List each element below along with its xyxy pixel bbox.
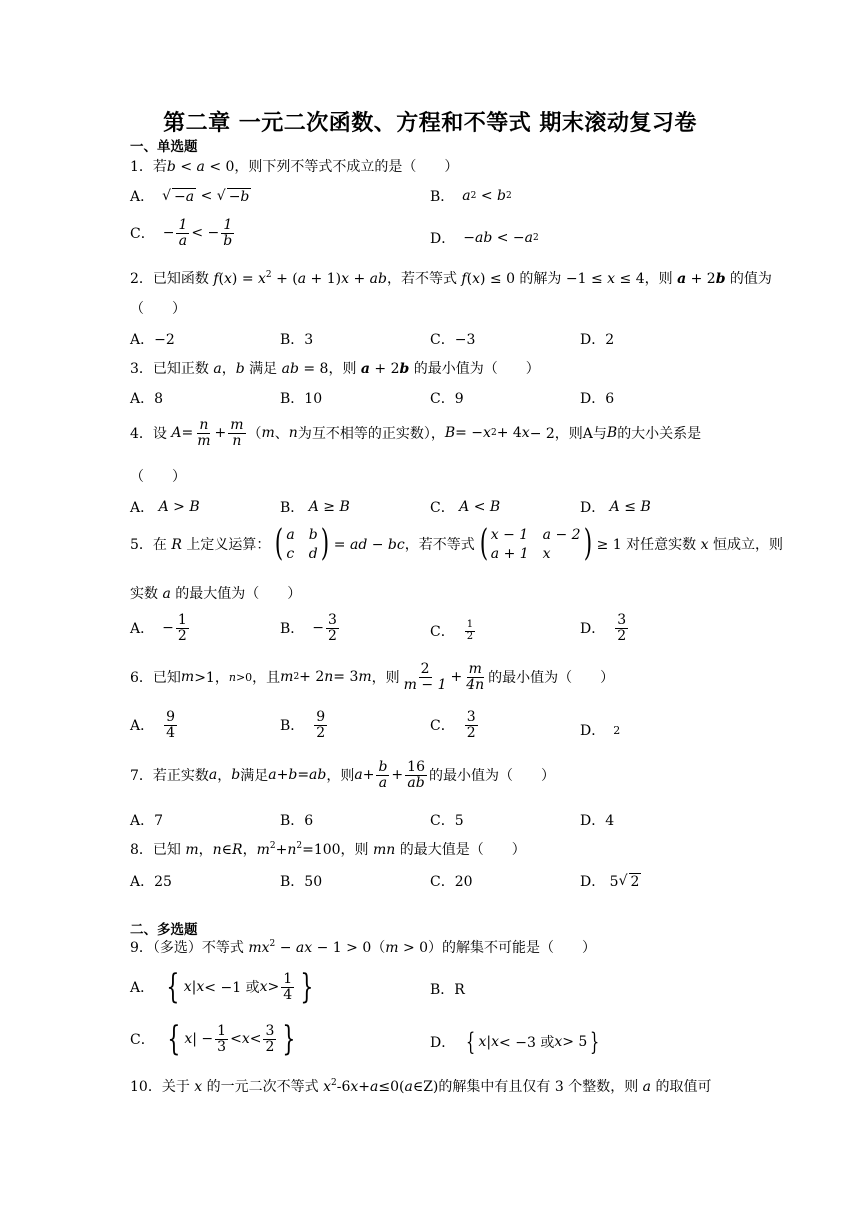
q1-option-d: D． − ab < − a 2 <box>430 230 539 247</box>
section-multi-choice: 二、多选题 <box>130 922 198 938</box>
q2-option-c: C．−3 <box>430 332 476 348</box>
q3-option-a: A．8 <box>130 391 164 407</box>
question-2: 2．已知函数 $f(x) = x^2 + (a + 1)x$ + ab，若不等式 f(x) ≤ 0 的解为 −1 ≤ x ≤ 4，则 a + 2b 的值为 <box>130 270 772 287</box>
q7-option-a: A．7 <box>130 813 164 829</box>
q1-option-a: A． √ −a < √ −b <box>130 188 250 205</box>
question-4: 4．设 A = $\frac{n}{m}$ + $\frac{m}{n}$ （ m 、 n 为互不相等的正实数）， B = − x 2 + 4 x − 2，则A与 B 的大小关系是 <box>130 417 702 449</box>
q6-option-d: D． 2 <box>580 723 621 739</box>
q9-option-d: D． { x | x < −3 或 x > 5 } <box>430 1028 600 1056</box>
q9-option-b: B．R <box>430 982 465 998</box>
q7-option-d: D．4 <box>580 813 615 829</box>
q4-option-c: C． A < B <box>430 499 501 516</box>
question-8: 8．已知 m，n∈R，$m^2+n^2=100$，则 mn 的最大值是（ ） <box>130 841 526 858</box>
q5-option-d: D． $\frac{3}{2}$ <box>580 612 627 644</box>
matrix-abcd: ( a b c d ) <box>275 523 329 564</box>
q6-option-b: B． $\frac{9}{2}$ <box>280 709 326 741</box>
q2-continuation: （ ） <box>130 301 186 317</box>
q9-option-c: C． { x | − $\frac{1}{3}$ < x < $\frac{3}{2}$ } <box>130 1019 296 1059</box>
question-9: 9．（多选）不等式 $mx^2$ − ax − 1 > 0（m > 0）的解集不可能是（ ） <box>130 939 597 956</box>
question-3: 3．已知正数 a，b 满足 ab = 8，则 a + 2b 的最小值为（ ） <box>130 361 540 377</box>
q4-option-a: A． A > B <box>130 499 200 516</box>
q4-continuation: （ ） <box>130 469 186 485</box>
q2-option-b: B．3 <box>280 332 314 348</box>
page-title: 第二章 一元二次函数、方程和不等式 期末滚动复习卷 <box>163 111 697 136</box>
q6-option-c: C． $\frac{3}{2}$ <box>430 709 476 741</box>
q5-option-c: C． $\frac{1}{2}$ <box>430 619 474 642</box>
q5-option-a: A． − $\frac{1}{2}$ <box>130 612 187 644</box>
matrix-inequality: ( x − 1 a − 2 a + 1 x ) <box>479 523 592 564</box>
q8-option-d: D． 5 √ 2 <box>580 873 640 890</box>
q9-option-a: A． { x | x < −1 或 x > $\frac{1}{4}$ } <box>130 967 314 1007</box>
q5-continuation: 实数 a 的最大值为（ ） <box>130 586 302 602</box>
question-6: 6．已知 m >1， n>0 ，且 m 2 + 2 n = 3 m ，则 $\frac{2}{m - 1}$ + $\frac{m}{4n}$ 的最小值为（ ） <box>130 661 615 693</box>
q2-option-a: A．−2 <box>130 332 175 348</box>
q1-option-b: B． a 2 < b 2 <box>430 188 512 205</box>
q3-option-b: B．10 <box>280 391 323 407</box>
question-10: 10．关于 x 的一元二次不等式 $x^2-6x+a\le 0(a\in Z)$的解集中有且仅有 3 个整数，则 a 的取值可 <box>130 1078 712 1095</box>
q8-option-b: B．50 <box>280 874 323 890</box>
q1-option-c: C． − $\frac{1}{a}$ < − $\frac{1}{b}$ <box>130 217 233 249</box>
q4-option-d: D． A ≤ B <box>580 499 651 516</box>
q3-option-c: C．9 <box>430 391 464 407</box>
q4-option-b: B． A ≥ B <box>280 499 350 516</box>
q6-option-a: A． $\frac{9}{4}$ <box>130 709 176 741</box>
q8-option-a: A．25 <box>130 874 172 890</box>
q7-option-c: C．5 <box>430 813 464 829</box>
q7-option-b: B．6 <box>280 813 314 829</box>
question-7: 7．若正实数 a ， b 满足 a + b = ab ，则 a + $\frac{b}{a}$ + $\frac{16}{ab}$ 的最小值为（ ） <box>130 759 555 791</box>
q2-option-d: D．2 <box>580 332 615 348</box>
q3-option-d: D．6 <box>580 391 615 407</box>
question-5: 5．在 R 上定义运算： ( a b c d ) = ad − bc，若不等式 ( x − 1 a − 2 a + 1 x ) ≥ 1 对任意实数 x 恒成立，则 <box>130 523 783 564</box>
q5-option-b: B． − $\frac{3}{2}$ <box>280 612 337 644</box>
question-1: 1．若b < a < 0，则下列不等式不成立的是（ ） <box>130 159 459 175</box>
q8-option-c: C．20 <box>430 874 473 890</box>
section-single-choice: 一、单选题 <box>130 139 198 155</box>
